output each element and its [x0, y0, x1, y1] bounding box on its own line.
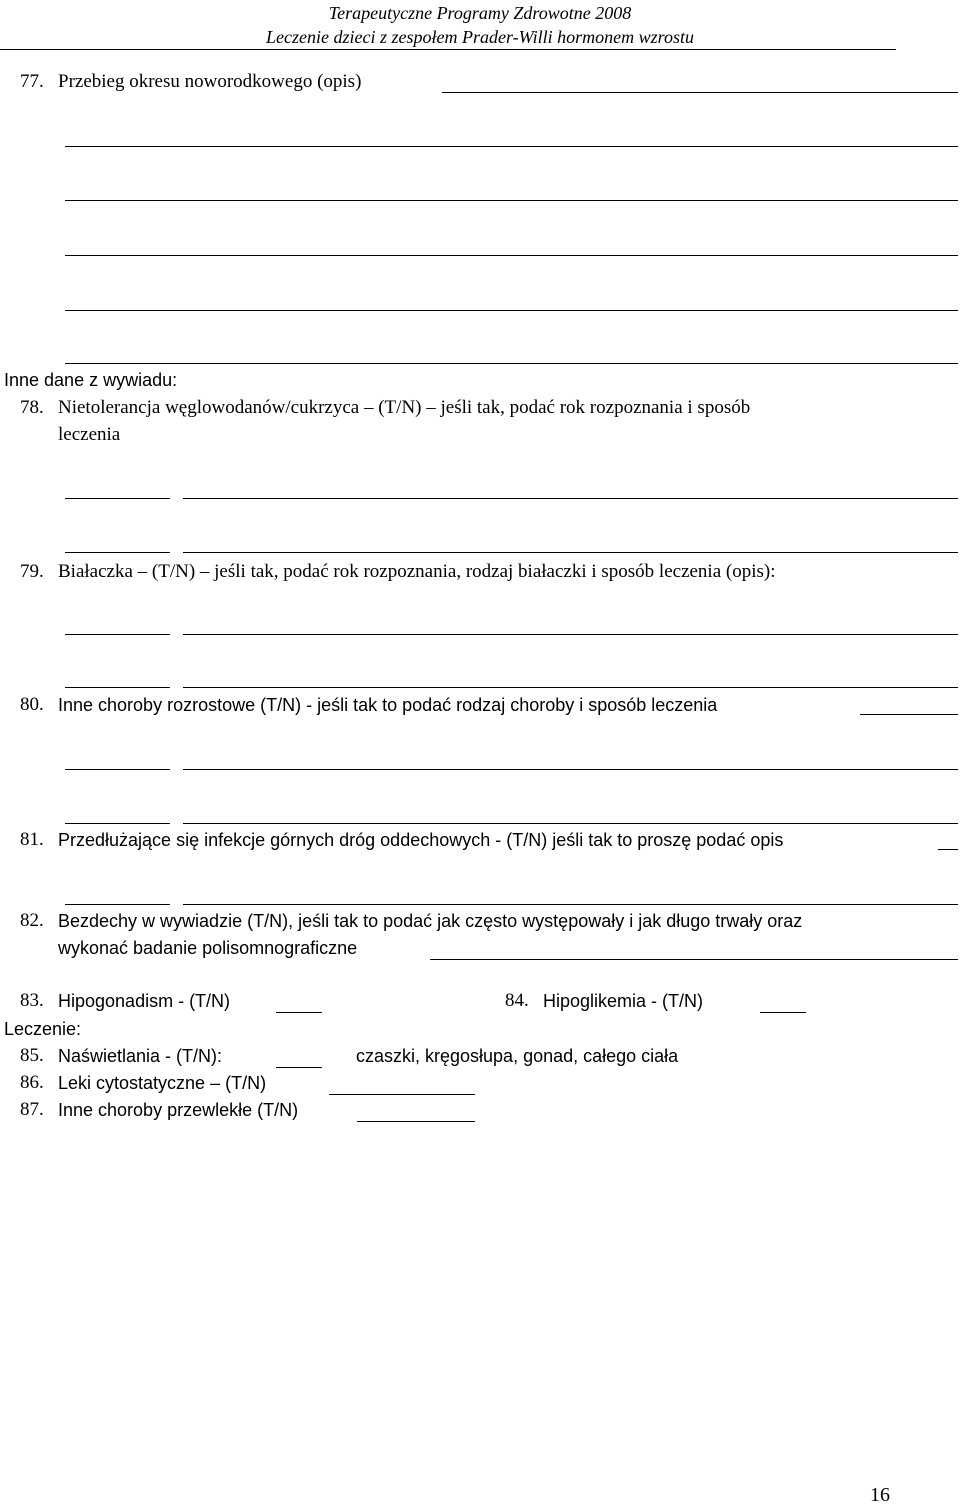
q77-answer-line[interactable]	[442, 92, 958, 93]
header-subtitle: Leczenie dzieci z zespołem Prader-Willi hormonem wzrostu	[266, 27, 694, 47]
q85-number: 85.	[20, 1045, 44, 1066]
q78-method-line-2[interactable]	[183, 552, 958, 553]
q85-answer-line[interactable]	[276, 1067, 322, 1068]
q83-number: 83.	[20, 990, 44, 1011]
q78-label: Nietolerancja węglowodanów/cukrzyca – (T/N) – jeśli tak, podać rok rozpoznania i sposób	[58, 397, 751, 418]
q85-label: Naświetlania - (T/N):	[58, 1046, 223, 1066]
q77-answer-line-2[interactable]	[65, 146, 958, 147]
q78-label-cont: leczenia	[58, 424, 121, 445]
q80-number: 80.	[20, 694, 44, 715]
q87-answer-line[interactable]	[357, 1121, 475, 1122]
q79-year-line[interactable]	[65, 634, 170, 635]
q81-label: Przedłużające się infekcje górnych dróg oddechowych - (T/N) jeśli tak to proszę podać opis	[58, 830, 784, 850]
q79-year-line-2[interactable]	[65, 687, 170, 688]
q83-answer-line[interactable]	[276, 1012, 322, 1013]
q77-answer-line-4[interactable]	[65, 255, 958, 256]
page-number: 16	[870, 1484, 890, 1506]
q82-number: 82.	[20, 910, 44, 931]
q77-label: Przebieg okresu noworodkowego (opis)	[58, 71, 362, 92]
q87-label: Inne choroby przewlekłe (T/N)	[58, 1100, 299, 1120]
q82-answer-line[interactable]	[430, 959, 958, 960]
header-title: Terapeutyczne Programy Zdrowotne 2008	[328, 3, 632, 23]
q84-number: 84.	[505, 990, 529, 1011]
section-label-inne-dane: Inne dane z wywiadu:	[4, 370, 178, 390]
q84-answer-line[interactable]	[760, 1012, 806, 1013]
q78-method-line[interactable]	[183, 498, 958, 499]
q80-label: Inne choroby rozrostowe (T/N) - jeśli tak to podać rodzaj choroby i sposób leczenia	[58, 695, 718, 715]
q87-number: 87.	[20, 1099, 44, 1120]
q86-label: Leki cytostatyczne – (T/N)	[58, 1073, 267, 1093]
q86-answer-line[interactable]	[329, 1094, 475, 1095]
q82-label: Bezdechy w wywiadzie (T/N), jeśli tak to podać jak często występowały i jak długo trwały oraz	[58, 911, 803, 931]
q81-line-b[interactable]	[183, 904, 958, 905]
q79-label: Białaczka – (T/N) – jeśli tak, podać rok rozpoznania, rodzaj białaczki i sposób leczenia (opis):	[58, 561, 776, 582]
q80-line-b[interactable]	[183, 769, 958, 770]
q82-label-cont: wykonać badanie polisomnograficzne	[58, 938, 358, 958]
q79-desc-line-2[interactable]	[183, 687, 958, 688]
q79-desc-line[interactable]	[183, 634, 958, 635]
q77-answer-line-5[interactable]	[65, 310, 958, 311]
q77-answer-line-3[interactable]	[65, 200, 958, 201]
q81-answer-line[interactable]	[938, 849, 958, 850]
header-rule	[0, 49, 896, 50]
q81-number: 81.	[20, 829, 44, 850]
q80-answer-line[interactable]	[860, 714, 958, 715]
q80-line-a-2[interactable]	[65, 823, 170, 824]
q79-number: 79.	[20, 561, 44, 582]
q83-label: Hipogonadism - (T/N)	[58, 991, 231, 1011]
q77-number: 77.	[20, 71, 44, 92]
q78-year-line[interactable]	[65, 498, 170, 499]
section-label-leczenie: Leczenie:	[4, 1019, 82, 1039]
q85-options: czaszki, kręgosłupa, gonad, całego ciała	[356, 1046, 679, 1066]
q80-line-b-2[interactable]	[183, 823, 958, 824]
q77-answer-line-6[interactable]	[65, 363, 958, 364]
q81-line-a[interactable]	[65, 904, 170, 905]
q80-line-a[interactable]	[65, 769, 170, 770]
q78-number: 78.	[20, 397, 44, 418]
q78-year-line-2[interactable]	[65, 552, 170, 553]
q86-number: 86.	[20, 1072, 44, 1093]
q84-label: Hipoglikemia - (T/N)	[543, 991, 704, 1011]
